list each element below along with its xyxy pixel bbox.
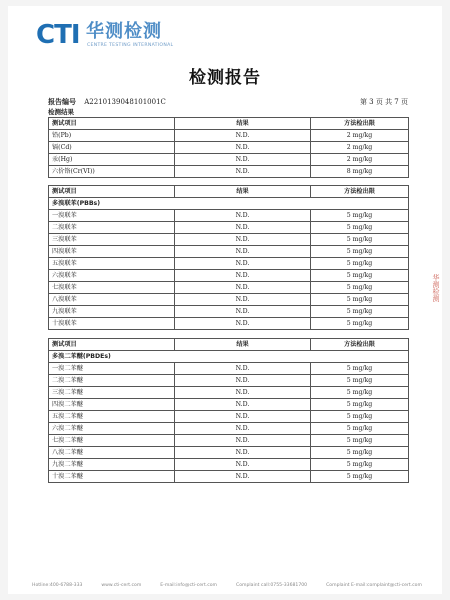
heavy-metals-table	[48, 117, 409, 178]
cell-test-item: 八溴二苯醚	[49, 447, 175, 459]
col-header-item: 测试项目	[49, 118, 175, 130]
table-row	[49, 447, 409, 459]
table-header-row	[49, 186, 409, 198]
cell-detection-limit: 2 mg/kg	[311, 130, 409, 142]
table-row	[49, 282, 409, 294]
cell-test-item: 四溴二苯醚	[49, 399, 175, 411]
cell-test-item: 二溴联苯	[49, 222, 175, 234]
cell-detection-limit: 5 mg/kg	[311, 375, 409, 387]
table-row	[49, 459, 409, 471]
cell-test-item: 十溴二苯醚	[49, 471, 175, 483]
section-label: 检测结果	[48, 108, 74, 116]
group-label: 多溴联苯(PBBs)	[49, 198, 409, 210]
table-row	[49, 130, 409, 142]
report-meta	[48, 97, 408, 107]
cell-result: N.D.	[175, 154, 311, 166]
col-header-result: 结果	[175, 186, 311, 198]
footer-website: www.cti-cert.com	[101, 583, 142, 588]
cell-result: N.D.	[175, 471, 311, 483]
cell-detection-limit: 5 mg/kg	[311, 318, 409, 330]
cell-result: N.D.	[175, 318, 311, 330]
cell-detection-limit: 5 mg/kg	[311, 363, 409, 375]
stamp-seal: 华测检测	[432, 274, 440, 302]
logo-english-name: CENTRE TESTING INTERNATIONAL	[87, 43, 174, 48]
table-row	[49, 142, 409, 154]
cell-test-item: 六溴二苯醚	[49, 423, 175, 435]
cell-detection-limit: 5 mg/kg	[311, 447, 409, 459]
cell-test-item: 五溴联苯	[49, 258, 175, 270]
cell-detection-limit: 8 mg/kg	[311, 166, 409, 178]
cell-result: N.D.	[175, 459, 311, 471]
cell-test-item: 十溴联苯	[49, 318, 175, 330]
cell-result: N.D.	[175, 387, 311, 399]
col-header-result: 结果	[175, 118, 311, 130]
footer	[32, 583, 422, 588]
footer-complaint-call: Complaint call:0755-33681700	[235, 583, 308, 588]
cell-test-item: 一溴联苯	[49, 210, 175, 222]
cell-test-item: 三溴二苯醚	[49, 387, 175, 399]
cell-result: N.D.	[175, 447, 311, 459]
cell-test-item: 七溴二苯醚	[49, 435, 175, 447]
table-row	[49, 246, 409, 258]
cell-result: N.D.	[175, 375, 311, 387]
cell-result: N.D.	[175, 270, 311, 282]
pbbs-table	[48, 185, 409, 330]
pbdes-table	[48, 338, 409, 483]
cell-result: N.D.	[175, 246, 311, 258]
cell-result: N.D.	[175, 258, 311, 270]
group-row	[49, 351, 409, 363]
table-row	[49, 387, 409, 399]
cell-result: N.D.	[175, 294, 311, 306]
table-row	[49, 270, 409, 282]
cell-test-item: 九溴二苯醚	[49, 459, 175, 471]
table-row	[49, 411, 409, 423]
table-row	[49, 435, 409, 447]
logo-chinese-name: 华测检测	[86, 21, 162, 42]
cell-result: N.D.	[175, 234, 311, 246]
cell-detection-limit: 2 mg/kg	[311, 142, 409, 154]
cell-detection-limit: 5 mg/kg	[311, 294, 409, 306]
cell-result: N.D.	[175, 166, 311, 178]
cell-result: N.D.	[175, 363, 311, 375]
cell-test-item: 六价铬(Cr(VI))	[49, 166, 175, 178]
cell-test-item: 二溴二苯醚	[49, 375, 175, 387]
report-title: 检测报告	[189, 68, 261, 88]
cell-test-item: 五溴二苯醚	[49, 411, 175, 423]
cell-test-item: 铅(Pb)	[49, 130, 175, 142]
table-row	[49, 222, 409, 234]
table-row	[49, 210, 409, 222]
table-row	[49, 234, 409, 246]
cell-test-item: 八溴联苯	[49, 294, 175, 306]
cell-detection-limit: 5 mg/kg	[311, 306, 409, 318]
table-header-row	[49, 339, 409, 351]
cell-result: N.D.	[175, 435, 311, 447]
cell-result: N.D.	[175, 399, 311, 411]
col-header-item: 测试项目	[49, 186, 175, 198]
report-number-label: 报告编号	[48, 98, 76, 106]
cell-detection-limit: 5 mg/kg	[311, 222, 409, 234]
cell-detection-limit: 5 mg/kg	[311, 246, 409, 258]
cell-test-item: 一溴二苯醚	[49, 363, 175, 375]
col-header-result: 结果	[175, 339, 311, 351]
col-header-limit: 方法检出限	[311, 118, 409, 130]
cell-detection-limit: 5 mg/kg	[311, 471, 409, 483]
table-row	[49, 294, 409, 306]
group-label: 多溴二苯醚(PBDEs)	[49, 351, 409, 363]
col-header-limit: 方法检出限	[311, 186, 409, 198]
table-header-row	[49, 118, 409, 130]
table-row	[49, 306, 409, 318]
cell-test-item: 汞(Hg)	[49, 154, 175, 166]
cell-detection-limit: 5 mg/kg	[311, 411, 409, 423]
table-row	[49, 363, 409, 375]
table-row	[49, 258, 409, 270]
cell-test-item: 七溴联苯	[49, 282, 175, 294]
cell-result: N.D.	[175, 142, 311, 154]
cell-test-item: 三溴联苯	[49, 234, 175, 246]
cell-result: N.D.	[175, 222, 311, 234]
footer-email: E-mail:info@cti-cert.com	[160, 583, 218, 588]
table-row	[49, 471, 409, 483]
table-row	[49, 423, 409, 435]
footer-complaint-email: Complaint E-mail:complaint@cti-cert.com	[326, 583, 422, 588]
cell-detection-limit: 5 mg/kg	[311, 234, 409, 246]
table-row	[49, 166, 409, 178]
group-row	[49, 198, 409, 210]
cell-detection-limit: 5 mg/kg	[311, 270, 409, 282]
cell-detection-limit: 5 mg/kg	[311, 387, 409, 399]
cell-test-item: 四溴联苯	[49, 246, 175, 258]
cell-result: N.D.	[175, 411, 311, 423]
cell-detection-limit: 5 mg/kg	[311, 210, 409, 222]
cell-detection-limit: 5 mg/kg	[311, 459, 409, 471]
cell-detection-limit: 5 mg/kg	[311, 423, 409, 435]
table-row	[49, 154, 409, 166]
page-indicator: 第 3 页 共 7 页	[359, 98, 408, 106]
cell-detection-limit: 5 mg/kg	[311, 282, 409, 294]
cell-detection-limit: 2 mg/kg	[311, 154, 409, 166]
cell-result: N.D.	[175, 130, 311, 142]
footer-hotline: Hotline:400-6788-333	[32, 583, 83, 588]
cell-detection-limit: 5 mg/kg	[311, 399, 409, 411]
cell-test-item: 六溴联苯	[49, 270, 175, 282]
logo-mark: CTI	[36, 20, 80, 50]
report-page	[8, 6, 442, 594]
col-header-limit: 方法检出限	[311, 339, 409, 351]
report-number: A2210139048101001C	[84, 98, 166, 106]
cell-result: N.D.	[175, 306, 311, 318]
table-row	[49, 375, 409, 387]
cell-result: N.D.	[175, 210, 311, 222]
cell-result: N.D.	[175, 282, 311, 294]
cell-detection-limit: 5 mg/kg	[311, 258, 409, 270]
col-header-item: 测试项目	[49, 339, 175, 351]
cell-test-item: 九溴联苯	[49, 306, 175, 318]
cell-test-item: 镉(Cd)	[49, 142, 175, 154]
cell-detection-limit: 5 mg/kg	[311, 435, 409, 447]
table-row	[49, 318, 409, 330]
cell-result: N.D.	[175, 423, 311, 435]
table-row	[49, 399, 409, 411]
